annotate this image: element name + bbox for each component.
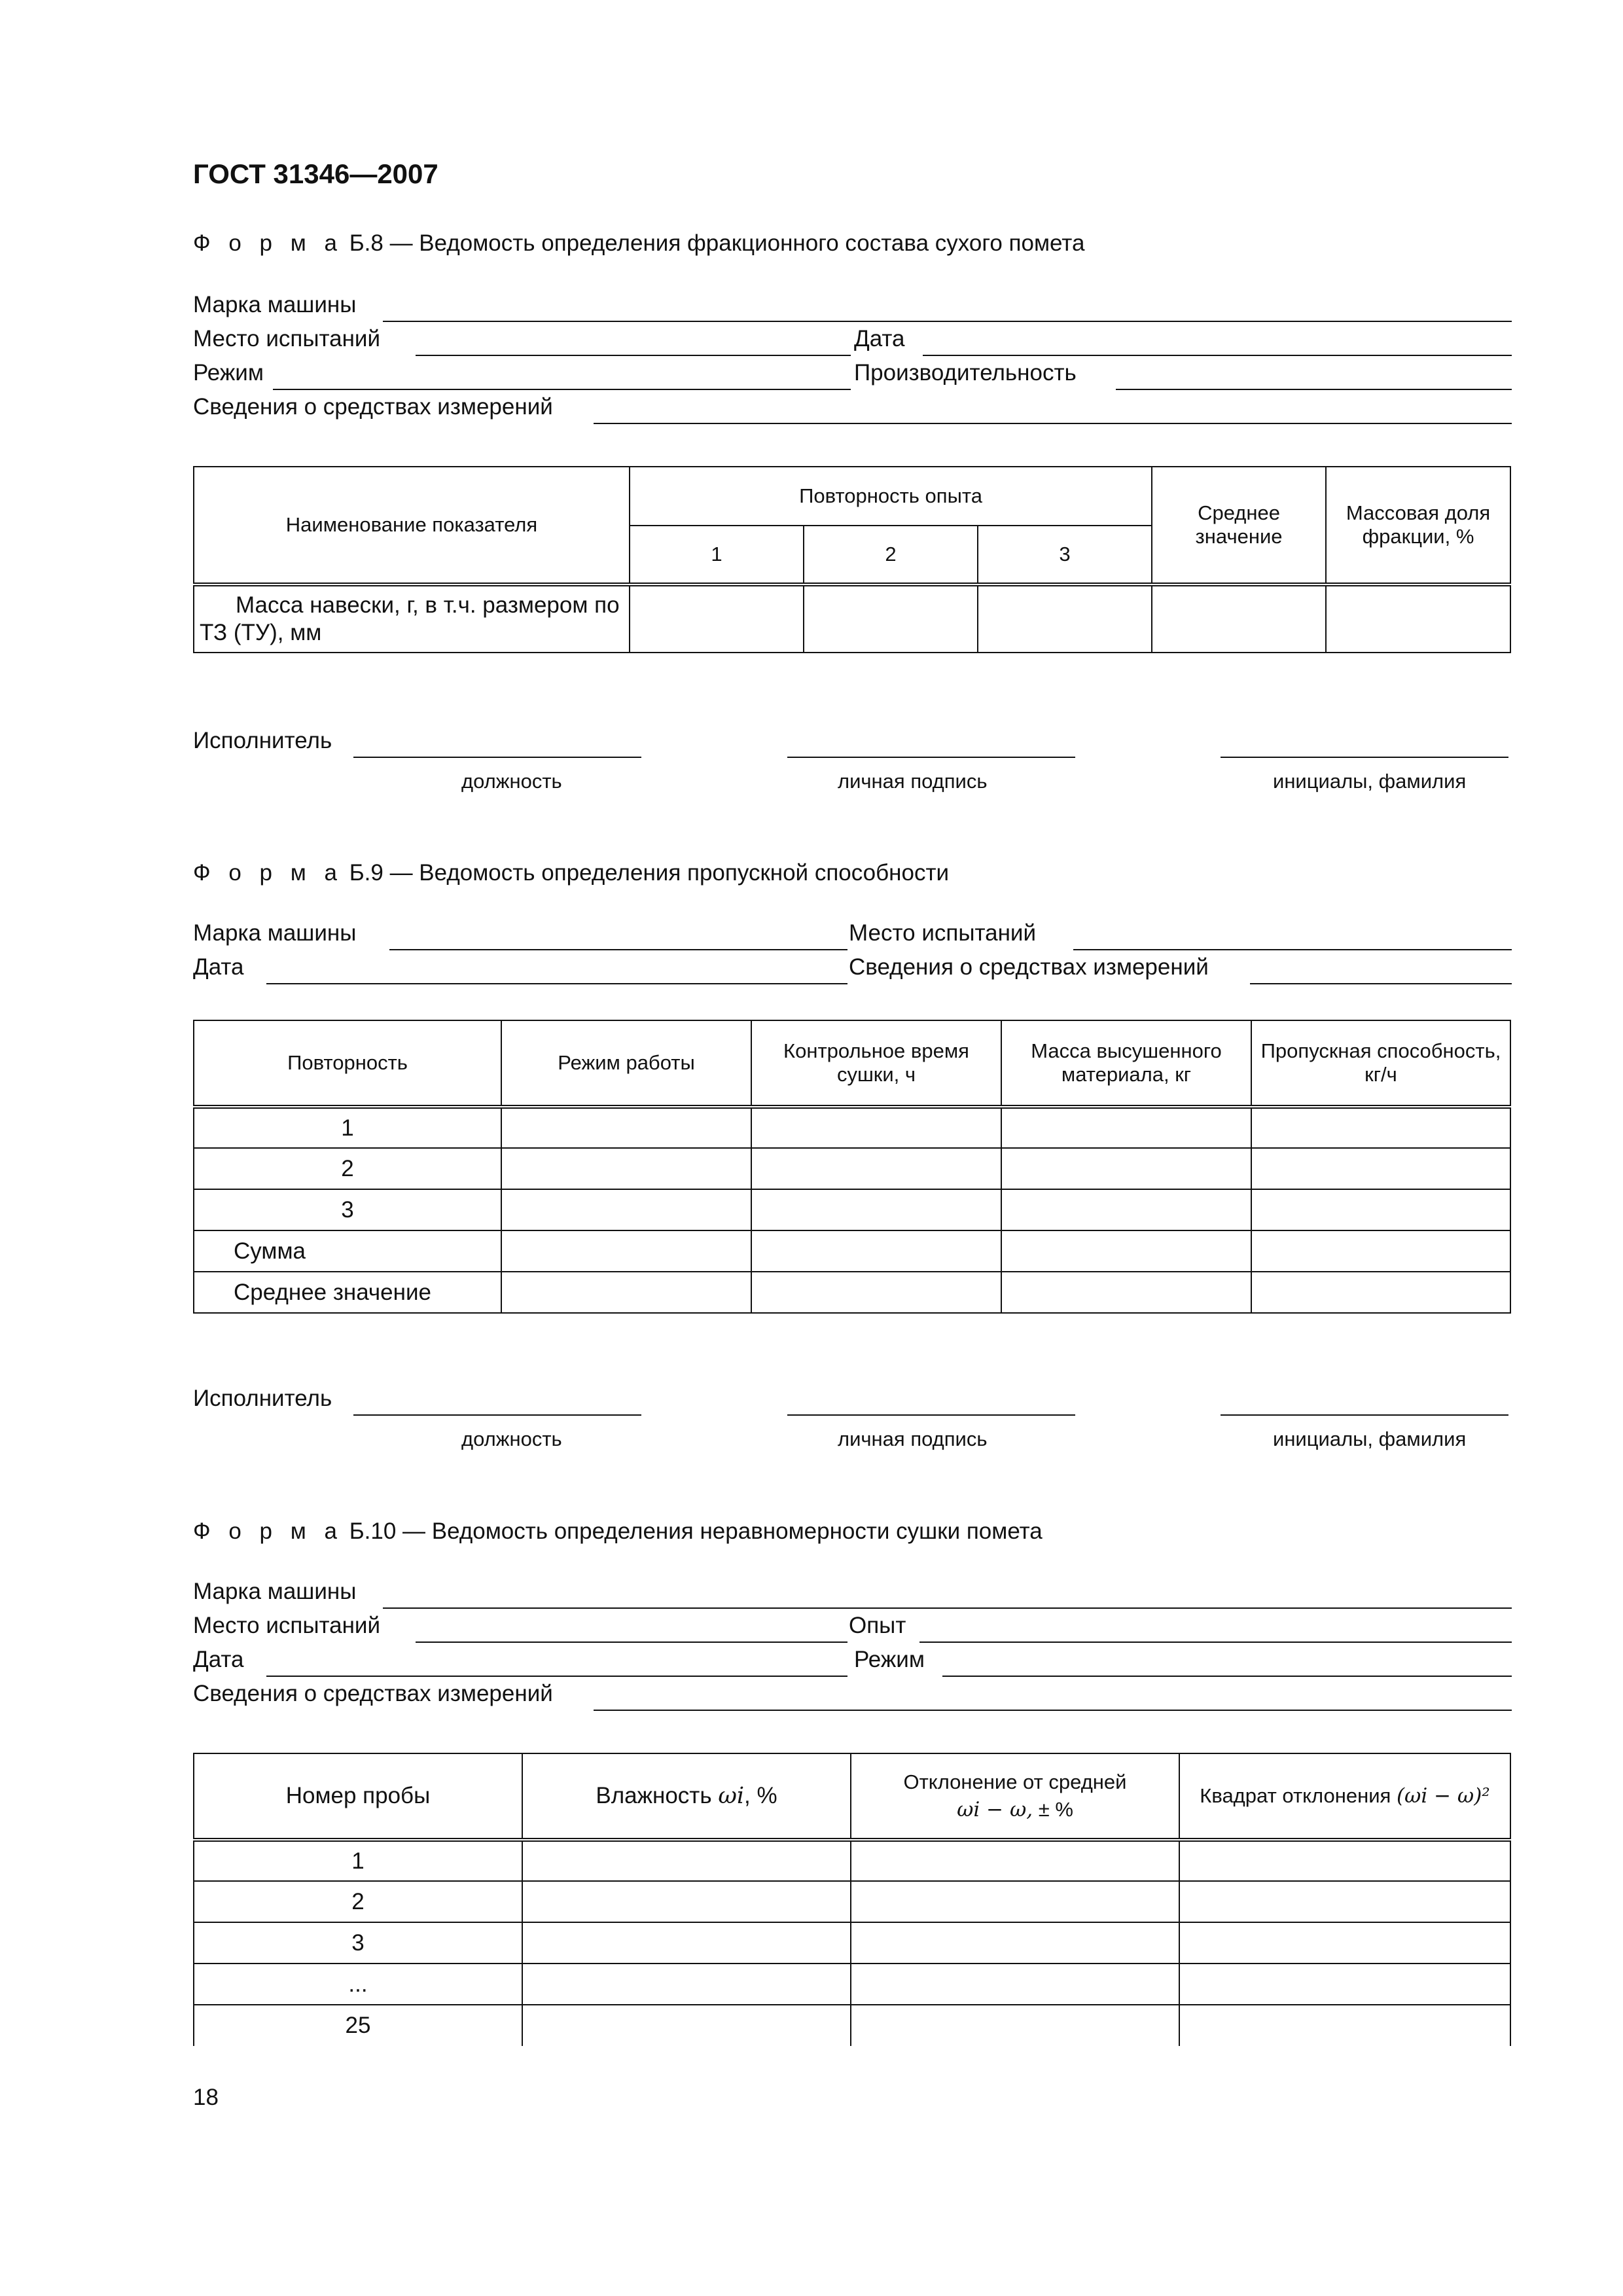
table-cell[interactable] <box>751 1189 1001 1230</box>
form-b10-field-instruments <box>193 1681 1512 1713</box>
form-b8-prefix: Ф о р м а <box>193 230 343 256</box>
header-indicator: Наименование показателя <box>194 467 630 584</box>
table-cell[interactable] <box>501 1107 751 1148</box>
table-row <box>194 2005 1510 2046</box>
field-input-instruments[interactable] <box>594 423 1512 424</box>
form-b10-title <box>193 1518 1043 1545</box>
table-cell[interactable] <box>751 1107 1001 1148</box>
row-label: Среднее значение <box>194 1272 501 1313</box>
row-label: Масса навески, г, в т.ч. размером по ТЗ (ТУ), мм <box>194 584 630 653</box>
row-label: Сумма <box>194 1230 501 1272</box>
table-cell[interactable] <box>1152 584 1326 653</box>
table-cell[interactable] <box>978 584 1152 653</box>
header-throughput: Пропускная способность, кг/ч <box>1251 1020 1510 1107</box>
table-cell[interactable] <box>501 1272 751 1313</box>
name-line[interactable] <box>1221 757 1508 758</box>
deviation-formula: ωi − ω, <box>957 1798 1033 1821</box>
table-cell[interactable] <box>1179 1964 1510 2005</box>
name-caption: инициалы, фамилия <box>1273 1427 1467 1450</box>
field-label-place: Место испытаний <box>849 920 1037 946</box>
table-cell[interactable] <box>1001 1230 1251 1272</box>
table-row <box>194 1881 1510 1922</box>
table-cell[interactable] <box>1251 1230 1510 1272</box>
signature-line[interactable] <box>787 757 1075 758</box>
header-dried-mass: Масса высушенного материала, кг <box>1001 1020 1251 1107</box>
table-cell[interactable] <box>1251 1107 1510 1148</box>
table-cell[interactable] <box>522 1922 851 1964</box>
field-label-productivity: Производительность <box>854 360 1077 386</box>
field-input-instruments[interactable] <box>1250 983 1512 984</box>
form-b9-title-text: Б.9 — Ведомость определения пропускной способности <box>349 860 950 886</box>
table-cell[interactable] <box>522 2005 851 2046</box>
table-row <box>194 1107 1510 1148</box>
field-label-mode: Режим <box>193 360 264 386</box>
form-b8-field-machine <box>193 292 1512 325</box>
row-label: 2 <box>194 1881 522 1922</box>
form-b8-field-mode-productivity <box>193 360 1512 393</box>
row-label: 25 <box>194 2005 522 2046</box>
row-label: 3 <box>194 1922 522 1964</box>
table-cell[interactable] <box>751 1230 1001 1272</box>
field-input-place[interactable] <box>416 355 851 356</box>
form-b10-table <box>193 1753 1511 2046</box>
table-cell[interactable] <box>851 1922 1179 1964</box>
table-cell[interactable] <box>1251 1189 1510 1230</box>
header-mean: Среднее значение <box>1152 467 1326 584</box>
table-cell[interactable] <box>1001 1148 1251 1189</box>
form-b9-table <box>193 1020 1511 1314</box>
table-cell[interactable] <box>1001 1189 1251 1230</box>
form-b8-title-text: Б.8 — Ведомость определения фракционного состава сухого помета <box>349 230 1085 256</box>
field-input-date[interactable] <box>923 355 1512 356</box>
field-input-instruments[interactable] <box>594 1710 1512 1711</box>
page-number: 18 <box>193 2085 219 2110</box>
field-label-date: Дата <box>854 326 905 351</box>
table-cell[interactable] <box>851 1881 1179 1922</box>
position-line[interactable] <box>353 757 641 758</box>
moisture-unit: , % <box>744 1783 777 1808</box>
field-label-instruments: Сведения о средствах измерений <box>193 1681 553 1706</box>
field-input-mode[interactable] <box>942 1676 1512 1677</box>
document-header: ГОСТ 31346—2007 <box>193 158 438 189</box>
field-input-experiment[interactable] <box>919 1641 1512 1643</box>
table-row <box>194 1964 1510 2005</box>
field-label-machine: Марка машины <box>193 920 357 946</box>
field-input-place[interactable] <box>416 1641 847 1643</box>
signature-caption: личная подпись <box>838 770 988 793</box>
table-cell[interactable] <box>851 1964 1179 2005</box>
table-cell[interactable] <box>851 2005 1179 2046</box>
field-label-instruments: Сведения о средствах измерений <box>849 954 1209 980</box>
form-b8-field-instruments <box>193 394 1512 427</box>
header-deviation <box>851 1753 1179 1840</box>
table-row <box>194 1272 1510 1313</box>
header-deviation-label: Отклонение от средней <box>903 1770 1127 1793</box>
header-repeat-2: 2 <box>804 526 978 584</box>
square-formula: (ωi − ω)² <box>1396 1784 1490 1808</box>
deviation-unit: ± % <box>1038 1798 1073 1821</box>
table-row <box>194 1148 1510 1189</box>
table-cell[interactable] <box>1179 2005 1510 2046</box>
position-line[interactable] <box>353 1414 641 1416</box>
position-caption: должность <box>461 1427 562 1450</box>
table-cell[interactable] <box>804 584 978 653</box>
moisture-symbol: ωi <box>718 1783 745 1809</box>
table-cell[interactable] <box>501 1148 751 1189</box>
form-b10-field-place-experiment <box>193 1613 1512 1645</box>
row-label: 1 <box>194 1107 501 1148</box>
form-b8-field-place-date <box>193 326 1512 359</box>
position-caption: должность <box>461 770 562 793</box>
header-repeat: Повторность опыта <box>630 467 1152 526</box>
header-moisture-label: Влажность <box>596 1783 712 1808</box>
field-input-date[interactable] <box>266 1676 847 1677</box>
form-b9-prefix: Ф о р м а <box>193 860 343 886</box>
name-caption: инициалы, фамилия <box>1273 770 1467 793</box>
form-b8-table <box>193 466 1511 653</box>
field-input-place[interactable] <box>1073 949 1512 950</box>
field-label-machine: Марка машины <box>193 1579 357 1604</box>
table-row <box>194 584 1510 653</box>
table-row <box>194 1840 1510 1881</box>
table-cell[interactable] <box>1179 1881 1510 1922</box>
table-cell[interactable] <box>1179 1922 1510 1964</box>
field-input-productivity[interactable] <box>1116 389 1512 390</box>
table-cell[interactable] <box>522 1964 851 2005</box>
table-cell[interactable] <box>1001 1107 1251 1148</box>
header-mode: Режим работы <box>501 1020 751 1107</box>
table-cell[interactable] <box>1179 1840 1510 1881</box>
form-b9-title <box>193 860 949 886</box>
form-b9-field-machine-place <box>193 920 1512 953</box>
table-row <box>194 1189 1510 1230</box>
row-label: ... <box>194 1964 522 2005</box>
field-input-machine[interactable] <box>389 949 847 950</box>
form-b8-title <box>193 230 1084 257</box>
header-repeat-1: 1 <box>630 526 804 584</box>
form-b9-signature-block <box>193 1386 1515 1458</box>
table-cell[interactable] <box>1001 1272 1251 1313</box>
row-label: 3 <box>194 1189 501 1230</box>
field-label-instruments: Сведения о средствах измерений <box>193 394 553 420</box>
table-cell[interactable] <box>630 584 804 653</box>
header-square-label: Квадрат отклонения <box>1200 1784 1391 1807</box>
form-b10-title-text: Б.10 — Ведомость определения неравномерности сушки помета <box>349 1518 1043 1544</box>
table-cell[interactable] <box>751 1272 1001 1313</box>
signature-line[interactable] <box>787 1414 1075 1416</box>
table-cell[interactable] <box>522 1840 851 1881</box>
field-label-experiment: Опыт <box>849 1613 906 1638</box>
field-label-mode: Режим <box>854 1647 925 1672</box>
executor-label: Исполнитель <box>193 1386 332 1411</box>
name-line[interactable] <box>1221 1414 1508 1416</box>
form-b9-field-date-instruments <box>193 954 1512 987</box>
field-label-date: Дата <box>193 954 244 980</box>
table-row <box>194 1230 1510 1272</box>
table-cell[interactable] <box>522 1881 851 1922</box>
signature-caption: личная подпись <box>838 1427 988 1450</box>
header-sample-number: Номер пробы <box>194 1753 522 1840</box>
header-repeat: Повторность <box>194 1020 501 1107</box>
table-cell[interactable] <box>851 1840 1179 1881</box>
row-label: 2 <box>194 1148 501 1189</box>
table-cell[interactable] <box>751 1148 1001 1189</box>
form-b8-signature-block <box>193 728 1515 800</box>
table-cell[interactable] <box>501 1189 751 1230</box>
table-cell[interactable] <box>1251 1148 1510 1189</box>
field-label-date: Дата <box>193 1647 244 1672</box>
header-drying-time: Контрольное время сушки, ч <box>751 1020 1001 1107</box>
field-input-machine[interactable] <box>383 1607 1512 1609</box>
table-row <box>194 1922 1510 1964</box>
field-label-place: Место испытаний <box>193 1613 381 1638</box>
field-input-machine[interactable] <box>383 321 1512 322</box>
table-cell[interactable] <box>501 1230 751 1272</box>
form-b10-field-machine <box>193 1579 1512 1611</box>
header-square-deviation <box>1179 1753 1510 1840</box>
field-input-mode[interactable] <box>273 389 851 390</box>
field-label-place: Место испытаний <box>193 326 381 351</box>
field-input-date[interactable] <box>266 983 847 984</box>
header-moisture <box>522 1753 851 1840</box>
table-cell[interactable] <box>1326 584 1510 653</box>
executor-label: Исполнитель <box>193 728 332 753</box>
form-b10-field-date-mode <box>193 1647 1512 1679</box>
form-b10-prefix: Ф о р м а <box>193 1518 343 1544</box>
row-label: 1 <box>194 1840 522 1881</box>
header-mass-share: Массовая доля фракции, % <box>1326 467 1510 584</box>
table-cell[interactable] <box>1251 1272 1510 1313</box>
field-label-machine: Марка машины <box>193 292 357 317</box>
header-repeat-3: 3 <box>978 526 1152 584</box>
